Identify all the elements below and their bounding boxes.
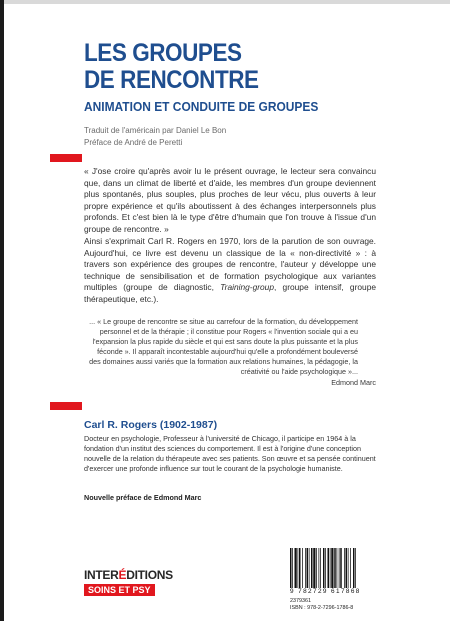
book-title [84,40,259,94]
book-subtitle: ANIMATION ET CONDUITE DE GROUPES [84,99,319,114]
barcode-bar [355,548,356,588]
barcode-bar [319,548,320,588]
barcode-bar [325,548,326,588]
review-quote: ... « Le groupe de rencontre se situe au carrefour de la formation, du développement personnel et de la thérapie ; il constitue pour Rogers « l'invention sociale qui a eu l'expansion la plus rapide du siècle et qui est sans doute la plus puissante et la plus féconde ». Il apparaît incontestable aujourd'hui qu'elle a profondément bouleversé des domaines aussi variés que la formation aux relations humaines, la pédagogie, la créativité ou l'aide psychologique »... [89,317,358,376]
publisher-name-prefix: INTER [84,568,119,582]
barcode-bar [334,548,336,588]
book-title-line-1: LES GROUPES [84,39,242,67]
publisher-logo [84,568,173,582]
red-accent-bar-middle [50,402,82,410]
book-title-line-2: DE RENCONTRE [84,66,259,94]
barcode-bar [330,548,331,588]
barcode-bar [299,548,301,588]
isbn-label: ISBN : 978-2-7296-1786-8 [290,605,354,611]
author-heading: Carl R. Rogers (1902-1987) [84,419,218,431]
barcode-bar [290,548,292,588]
intro-paragraph [84,236,376,306]
barcode-bar [348,548,349,588]
barcode-bar [302,548,303,588]
barcode-bar [298,548,299,588]
new-preface-note: Nouvelle préface de Edmond Marc [84,493,202,502]
barcode-bar [305,548,306,588]
barcode [290,548,378,588]
barcode-bar [339,548,340,588]
barcode-bar [353,548,355,588]
barcode-bar [309,548,310,588]
internal-code: 2379361 [290,598,311,604]
barcode-bar [346,548,348,588]
translator-credit: Traduit de l'américain par Daniel Le Bon [84,126,227,135]
barcode-bar [331,548,333,588]
spine-edge [0,0,4,621]
barcode-bar [323,548,325,588]
intro-text-a: Ainsi s'exprimait Carl R. Rogers en 1970, lors de la parution de son ouvrage. Aujourd'hui, ce livre est devenu un classique de la « non-directivité » : à travers son expérience des groupes de rencontre, l'auteur y développe une technique de sensibilisation et de formation psychologique aux variantes multiples (groupe de diagnostic, [84,236,376,293]
barcode-bar [292,548,293,588]
publisher-name-suffix: DITIONS [126,568,173,582]
author-bio: Docteur en psychologie, Professeur à l'université de Chicago, il participe en 1964 à la fondation d'un institut des sciences du comportement. Il est à l'origine d'une conception nouvelle de la relation du thérapeute avec ses patients. Son œuvre et sa pensée continuent d'exercer une profonde influence sur tout le courant de la psychologie humaniste. [84,434,376,473]
barcode-bar [350,548,351,588]
publisher-name-accent: É [118,568,127,582]
intro-text-italic: Training-group [220,282,274,293]
barcode-bar [316,548,317,588]
barcode-bar [340,548,342,588]
barcode-digits: 9 782729 617868 [290,588,361,595]
barcode-bar [320,548,321,588]
barcode-bar [328,548,330,588]
intro-text-b: , groupe intensif, groupe thérapeutique, etc.). [84,282,377,304]
opening-quote: « J'ose croire qu'après avoir lu le présent ouvrage, le lecteur sera convaincu que, dans un climat de liberté et d'aide, les membres d'un groupe deviennent plus spontanés, plus souples, plus proches de leur vécu, plus ouverts à leur propre expérience et qu'ils aboutissent à des échanges interpersonnels plus profonds. Et c'est bien là le type d'être d'humain que l'on trouve à l'issue d'un groupe de rencontre. » [84,166,376,234]
barcode-bar [313,548,315,588]
barcode-bar [337,548,338,588]
preface-credit: Préface de André de Peretti [84,138,183,147]
collection-badge: SOINS ET PSY [84,584,155,596]
barcode-bar [311,548,313,588]
barcode-bar [307,548,309,588]
review-signature: Edmond Marc [331,378,376,387]
top-edge [0,0,450,4]
barcode-bar [295,548,297,588]
red-accent-bar-top [50,154,82,162]
barcode-bar [344,548,345,588]
